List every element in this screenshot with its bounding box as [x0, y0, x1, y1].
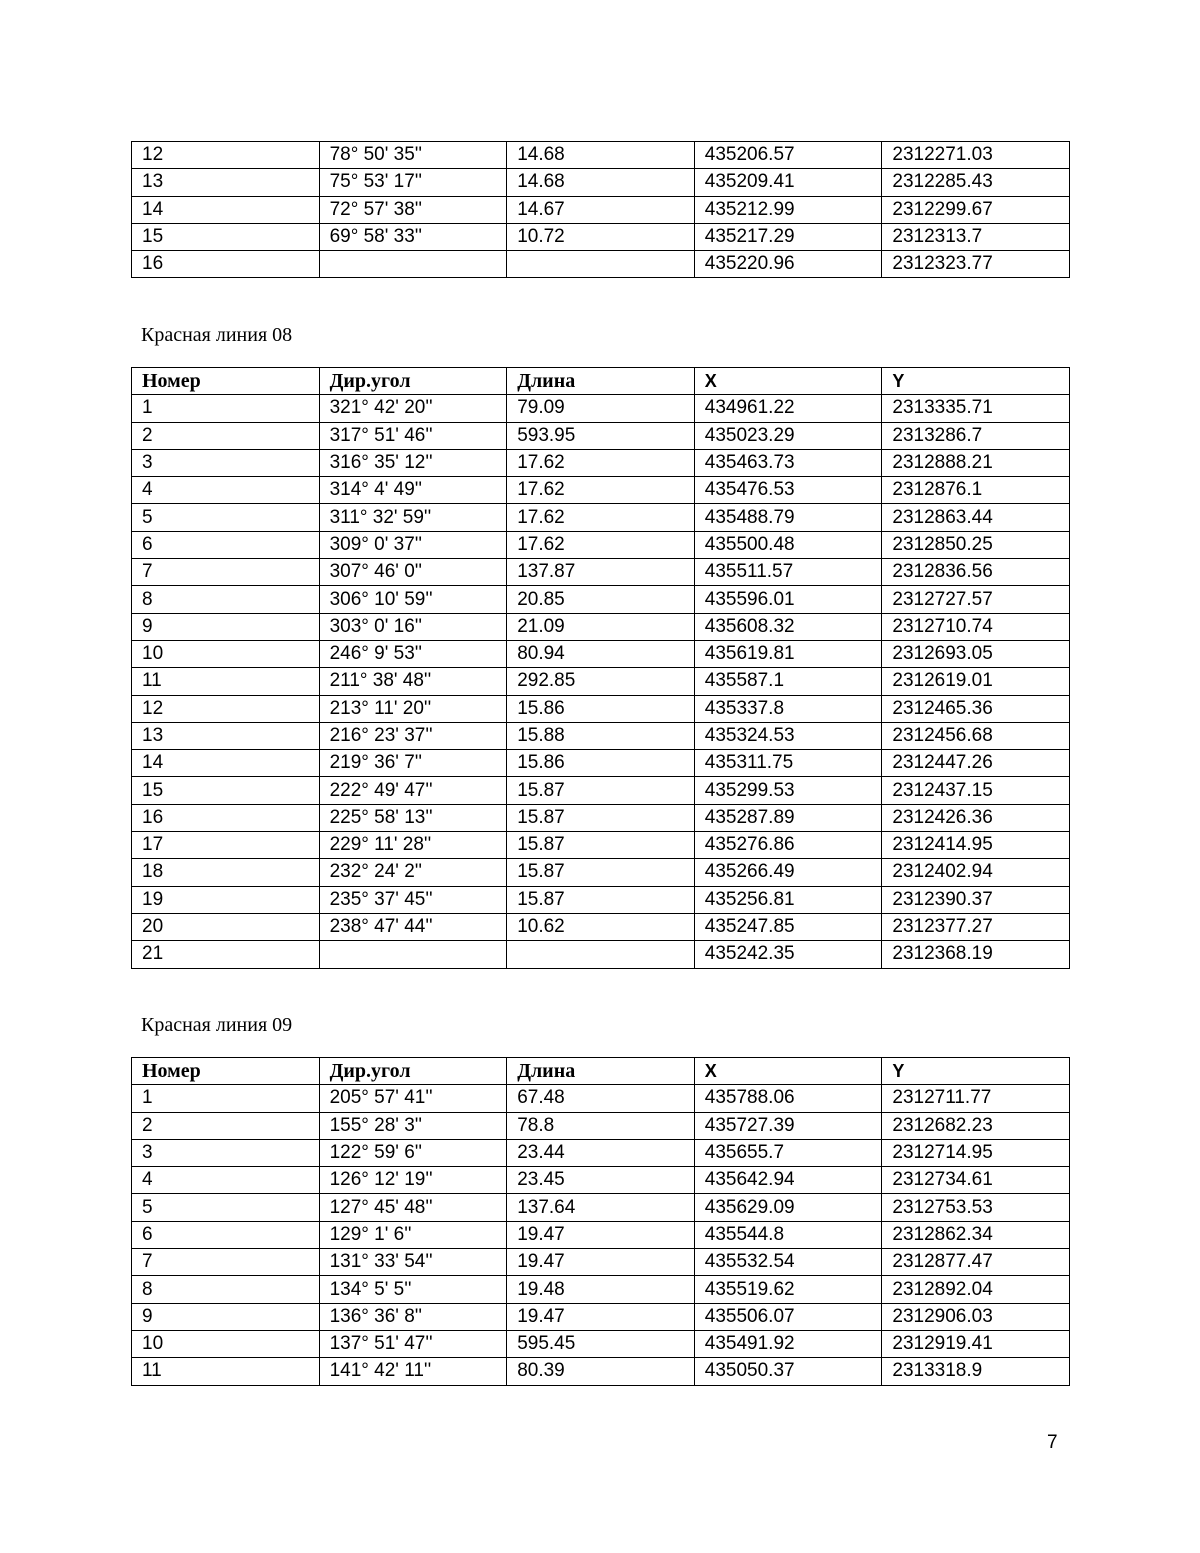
table-cell: 15.88 — [507, 722, 695, 749]
table-row — [132, 169, 1070, 196]
table-cell — [319, 251, 507, 278]
table-cell: 2312711.77 — [882, 1085, 1070, 1112]
table-cell: 80.94 — [507, 640, 695, 667]
table-cell: 311° 32' 59'' — [319, 504, 507, 531]
table-row — [132, 832, 1070, 859]
table-cell: 435655.7 — [694, 1139, 882, 1166]
table-cell: 309° 0' 37'' — [319, 531, 507, 558]
table-cell: 15.86 — [507, 695, 695, 722]
table-cell: 131° 33' 54'' — [319, 1249, 507, 1276]
table-cell: 435463.73 — [694, 449, 882, 476]
table-cell: 15 — [132, 223, 320, 250]
table-row — [132, 1303, 1070, 1330]
table-row — [132, 804, 1070, 831]
table-cell: 435212.99 — [694, 196, 882, 223]
table-cell: 16 — [132, 251, 320, 278]
table-row — [132, 613, 1070, 640]
table-row — [132, 1249, 1070, 1276]
table-cell: 5 — [132, 504, 320, 531]
column-header: Номер — [132, 368, 320, 395]
table-row — [132, 886, 1070, 913]
table-cell: 17.62 — [507, 449, 695, 476]
table-cell: 2312377.27 — [882, 913, 1070, 940]
table-cell: 15.87 — [507, 859, 695, 886]
table-cell: 21.09 — [507, 613, 695, 640]
table-cell: 8 — [132, 586, 320, 613]
table-cell: 435544.8 — [694, 1221, 882, 1248]
table-cell: 137° 51' 47'' — [319, 1330, 507, 1357]
table-cell: 2312456.68 — [882, 722, 1070, 749]
table-cell: 15 — [132, 777, 320, 804]
table-cell: 2312402.94 — [882, 859, 1070, 886]
table-cell: 72° 57' 38'' — [319, 196, 507, 223]
table-row — [132, 668, 1070, 695]
table-cell: 435217.29 — [694, 223, 882, 250]
table-row — [132, 777, 1070, 804]
table-cell: 2313286.7 — [882, 422, 1070, 449]
table-row — [132, 196, 1070, 223]
table-row — [132, 1139, 1070, 1166]
table-cell: 80.39 — [507, 1358, 695, 1385]
table-cell: 435050.37 — [694, 1358, 882, 1385]
coordinates-table-08 — [131, 367, 1070, 969]
table-row — [132, 142, 1070, 169]
table-row — [132, 223, 1070, 250]
table-cell: 17.62 — [507, 504, 695, 531]
table-cell: 435642.94 — [694, 1167, 882, 1194]
table-cell: 12 — [132, 142, 320, 169]
table-cell: 6 — [132, 531, 320, 558]
table-cell: 21 — [132, 941, 320, 968]
table-row — [132, 251, 1070, 278]
table-cell — [507, 251, 695, 278]
table-cell: 292.85 — [507, 668, 695, 695]
table-cell: 137.64 — [507, 1194, 695, 1221]
table-cell: 7 — [132, 559, 320, 586]
table-cell: 19 — [132, 886, 320, 913]
table-cell — [319, 941, 507, 968]
table-cell: 14.68 — [507, 169, 695, 196]
table-cell: 10 — [132, 1330, 320, 1357]
table-cell: 435596.01 — [694, 586, 882, 613]
column-header: Дир.угол — [319, 368, 507, 395]
table-cell: 2312465.36 — [882, 695, 1070, 722]
table-cell: 4 — [132, 1167, 320, 1194]
table-cell: 435629.09 — [694, 1194, 882, 1221]
table-cell: 23.44 — [507, 1139, 695, 1166]
table-cell: 11 — [132, 1358, 320, 1385]
table-cell: 12 — [132, 695, 320, 722]
table-row — [132, 1330, 1070, 1357]
table-cell: 2312447.26 — [882, 750, 1070, 777]
table-cell: 15.87 — [507, 777, 695, 804]
table-row — [132, 750, 1070, 777]
table-cell: 67.48 — [507, 1085, 695, 1112]
table-row — [132, 1276, 1070, 1303]
table-row — [132, 859, 1070, 886]
coordinates-table-09 — [131, 1057, 1070, 1386]
table-cell: 19.47 — [507, 1221, 695, 1248]
table-cell: 235° 37' 45'' — [319, 886, 507, 913]
table-cell: 317° 51' 46'' — [319, 422, 507, 449]
table-cell: 2312285.43 — [882, 169, 1070, 196]
table-cell: 10.62 — [507, 913, 695, 940]
table-cell: 246° 9' 53'' — [319, 640, 507, 667]
table-cell: 306° 10' 59'' — [319, 586, 507, 613]
table-row — [132, 1221, 1070, 1248]
table-row — [132, 722, 1070, 749]
table-cell: 222° 49' 47'' — [319, 777, 507, 804]
table-cell: 2313318.9 — [882, 1358, 1070, 1385]
table-cell: 205° 57' 41'' — [319, 1085, 507, 1112]
table-cell: 69° 58' 33'' — [319, 223, 507, 250]
table-cell: 1 — [132, 395, 320, 422]
table-cell: 435311.75 — [694, 750, 882, 777]
table-cell: 14.68 — [507, 142, 695, 169]
column-header: Длина — [507, 1058, 695, 1085]
table-cell: 435256.81 — [694, 886, 882, 913]
table-cell: 435247.85 — [694, 913, 882, 940]
table-cell: 155° 28' 3'' — [319, 1112, 507, 1139]
column-header: Дир.угол — [319, 1058, 507, 1085]
table-cell: 13 — [132, 722, 320, 749]
page-number: 7 — [1047, 1432, 1058, 1453]
table-cell: 219° 36' 7'' — [319, 750, 507, 777]
table-cell: 16 — [132, 804, 320, 831]
table-cell: 2312850.25 — [882, 531, 1070, 558]
table-cell: 2312682.23 — [882, 1112, 1070, 1139]
table-cell: 216° 23' 37'' — [319, 722, 507, 749]
table-cell: 435206.57 — [694, 142, 882, 169]
table-cell: 78.8 — [507, 1112, 695, 1139]
table-cell: 2 — [132, 422, 320, 449]
table-row — [132, 559, 1070, 586]
table-cell: 2312437.15 — [882, 777, 1070, 804]
table-cell: 314° 4' 49'' — [319, 477, 507, 504]
table-cell: 126° 12' 19'' — [319, 1167, 507, 1194]
table-cell: 229° 11' 28'' — [319, 832, 507, 859]
table-cell: 2312390.37 — [882, 886, 1070, 913]
table-cell: 15.87 — [507, 886, 695, 913]
table-cell: 78° 50' 35'' — [319, 142, 507, 169]
table-cell: 435608.32 — [694, 613, 882, 640]
table-cell: 2312862.34 — [882, 1221, 1070, 1248]
table-cell: 4 — [132, 477, 320, 504]
table-cell: 23.45 — [507, 1167, 695, 1194]
table-cell: 18 — [132, 859, 320, 886]
table-cell: 79.09 — [507, 395, 695, 422]
table-cell: 9 — [132, 613, 320, 640]
table-cell: 122° 59' 6'' — [319, 1139, 507, 1166]
table-cell: 2312734.61 — [882, 1167, 1070, 1194]
table-cell: 14 — [132, 750, 320, 777]
table-row — [132, 1167, 1070, 1194]
table-cell: 7 — [132, 1249, 320, 1276]
table-cell: 15.87 — [507, 804, 695, 831]
table-cell: 19.47 — [507, 1249, 695, 1276]
table-cell: 9 — [132, 1303, 320, 1330]
table-cell: 1 — [132, 1085, 320, 1112]
table-cell: 435506.07 — [694, 1303, 882, 1330]
table-cell: 13 — [132, 169, 320, 196]
table-cell: 435242.35 — [694, 941, 882, 968]
table-row — [132, 640, 1070, 667]
table-cell: 134° 5' 5'' — [319, 1276, 507, 1303]
table-cell: 2312299.67 — [882, 196, 1070, 223]
section-caption-09: Красная линия 09 — [141, 1014, 293, 1036]
table-cell: 2312836.56 — [882, 559, 1070, 586]
table-row — [132, 422, 1070, 449]
table-cell: 435788.06 — [694, 1085, 882, 1112]
table-cell: 435023.29 — [694, 422, 882, 449]
table-cell: 3 — [132, 449, 320, 476]
table-cell: 2312888.21 — [882, 449, 1070, 476]
table-cell: 435519.62 — [694, 1276, 882, 1303]
table-cell: 2312323.77 — [882, 251, 1070, 278]
table-row — [132, 1194, 1070, 1221]
table-cell: 434961.22 — [694, 395, 882, 422]
column-header: Y — [882, 368, 1070, 395]
table-cell: 2313335.71 — [882, 395, 1070, 422]
column-header: X — [694, 1058, 882, 1085]
table-cell: 2312426.36 — [882, 804, 1070, 831]
table-cell: 435220.96 — [694, 251, 882, 278]
table-cell: 435476.53 — [694, 477, 882, 504]
table-cell: 10.72 — [507, 223, 695, 250]
table-cell: 435488.79 — [694, 504, 882, 531]
table-row — [132, 395, 1070, 422]
table-cell: 2312727.57 — [882, 586, 1070, 613]
table-cell: 75° 53' 17'' — [319, 169, 507, 196]
table-cell: 316° 35' 12'' — [319, 449, 507, 476]
table-cell: 14 — [132, 196, 320, 223]
table-cell: 20 — [132, 913, 320, 940]
table-cell: 2312863.44 — [882, 504, 1070, 531]
table-cell: 2312753.53 — [882, 1194, 1070, 1221]
table-cell: 2312619.01 — [882, 668, 1070, 695]
table-header-row — [132, 1058, 1070, 1085]
table-cell: 136° 36' 8'' — [319, 1303, 507, 1330]
table-cell: 2312892.04 — [882, 1276, 1070, 1303]
table-cell: 2312710.74 — [882, 613, 1070, 640]
table-cell: 435491.92 — [694, 1330, 882, 1357]
table-cell: 6 — [132, 1221, 320, 1248]
column-header: Номер — [132, 1058, 320, 1085]
table-row — [132, 913, 1070, 940]
table-cell: 435337.8 — [694, 695, 882, 722]
table-cell: 14.67 — [507, 196, 695, 223]
column-header: X — [694, 368, 882, 395]
table-cell: 3 — [132, 1139, 320, 1166]
table-cell: 15.87 — [507, 832, 695, 859]
table-row — [132, 586, 1070, 613]
table-cell — [507, 941, 695, 968]
table-cell: 232° 24' 2'' — [319, 859, 507, 886]
table-cell: 435209.41 — [694, 169, 882, 196]
table-cell: 2312693.05 — [882, 640, 1070, 667]
table-cell: 17.62 — [507, 531, 695, 558]
table-cell: 435276.86 — [694, 832, 882, 859]
table-cell: 435299.53 — [694, 777, 882, 804]
table-row — [132, 531, 1070, 558]
table-cell: 435532.54 — [694, 1249, 882, 1276]
table-cell: 435324.53 — [694, 722, 882, 749]
table-cell: 137.87 — [507, 559, 695, 586]
column-header: Длина — [507, 368, 695, 395]
table-cell: 127° 45' 48'' — [319, 1194, 507, 1221]
table-row — [132, 695, 1070, 722]
table-row — [132, 449, 1070, 476]
table-cell: 2 — [132, 1112, 320, 1139]
table-cell: 2312368.19 — [882, 941, 1070, 968]
table-cell: 8 — [132, 1276, 320, 1303]
table-cell: 2312876.1 — [882, 477, 1070, 504]
table-cell: 17.62 — [507, 477, 695, 504]
table-cell: 11 — [132, 668, 320, 695]
table-cell: 435266.49 — [694, 859, 882, 886]
table-cell: 2312714.95 — [882, 1139, 1070, 1166]
table-cell: 303° 0' 16'' — [319, 613, 507, 640]
table-cell: 15.86 — [507, 750, 695, 777]
table-cell: 2312313.7 — [882, 223, 1070, 250]
table-cell: 2312414.95 — [882, 832, 1070, 859]
table-cell: 2312906.03 — [882, 1303, 1070, 1330]
table-cell: 225° 58' 13'' — [319, 804, 507, 831]
table-cell: 129° 1' 6'' — [319, 1221, 507, 1248]
table-cell: 5 — [132, 1194, 320, 1221]
coordinates-table-continued — [131, 141, 1070, 278]
table-cell: 435587.1 — [694, 668, 882, 695]
table-cell: 19.47 — [507, 1303, 695, 1330]
table-cell: 2312919.41 — [882, 1330, 1070, 1357]
table-row — [132, 1085, 1070, 1112]
table-cell: 10 — [132, 640, 320, 667]
table-header-row — [132, 368, 1070, 395]
table-cell: 19.48 — [507, 1276, 695, 1303]
table-cell: 20.85 — [507, 586, 695, 613]
table-cell: 141° 42' 11'' — [319, 1358, 507, 1385]
column-header: Y — [882, 1058, 1070, 1085]
table-cell: 2312271.03 — [882, 142, 1070, 169]
table-cell: 593.95 — [507, 422, 695, 449]
table-row — [132, 1358, 1070, 1385]
table-row — [132, 477, 1070, 504]
table-cell: 321° 42' 20'' — [319, 395, 507, 422]
table-cell: 211° 38' 48'' — [319, 668, 507, 695]
table-cell: 213° 11' 20'' — [319, 695, 507, 722]
table-cell: 435619.81 — [694, 640, 882, 667]
table-cell: 307° 46' 0'' — [319, 559, 507, 586]
table-row — [132, 1112, 1070, 1139]
table-cell: 2312877.47 — [882, 1249, 1070, 1276]
table-row — [132, 941, 1070, 968]
table-cell: 435511.57 — [694, 559, 882, 586]
table-cell: 435287.89 — [694, 804, 882, 831]
table-cell: 595.45 — [507, 1330, 695, 1357]
table-row — [132, 504, 1070, 531]
table-cell: 435727.39 — [694, 1112, 882, 1139]
table-cell: 17 — [132, 832, 320, 859]
table-cell: 435500.48 — [694, 531, 882, 558]
section-caption-08: Красная линия 08 — [141, 324, 293, 346]
table-cell: 238° 47' 44'' — [319, 913, 507, 940]
